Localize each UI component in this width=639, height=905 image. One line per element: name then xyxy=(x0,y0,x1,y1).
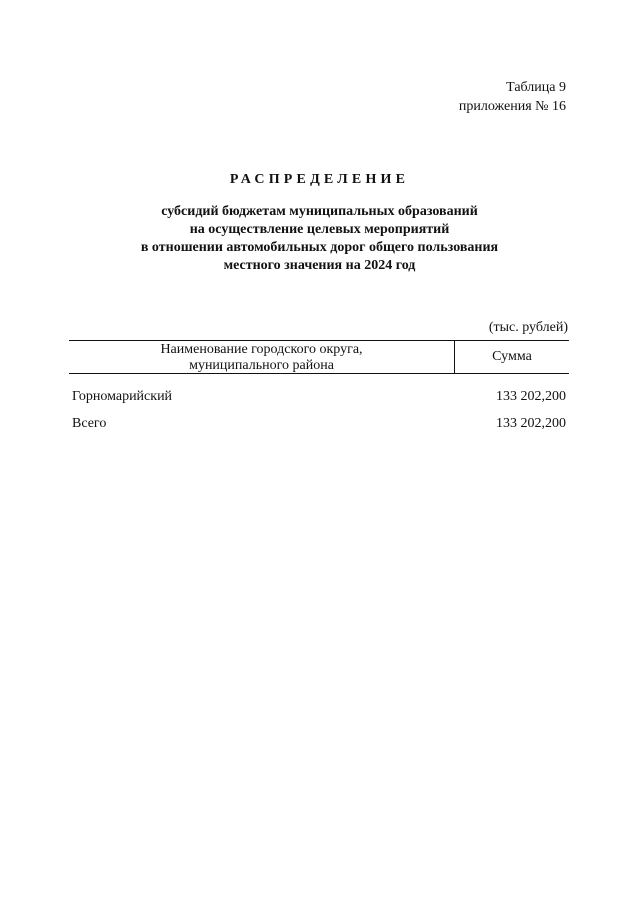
subtitle-line-4: местного значения на 2024 год xyxy=(223,258,416,273)
header-name-line-2: муниципального района xyxy=(189,358,334,373)
total-amount: 133 202,200 xyxy=(496,416,566,431)
row-name: Горномарийский xyxy=(72,389,173,404)
subtitle-line-2: на осуществление целевых мероприятий xyxy=(189,222,450,237)
row-amount: 133 202,200 xyxy=(496,389,566,404)
header-name-column xyxy=(69,341,454,373)
units-note: (тыс. рублей) xyxy=(488,320,568,335)
table-row xyxy=(69,389,569,407)
document-title: РАСПРЕДЕЛЕНИЕ xyxy=(229,172,410,187)
annex-reference xyxy=(459,78,566,116)
document-subtitle xyxy=(60,203,579,275)
subtitle-line-3: в отношении автомобильных дорог общего пользования xyxy=(140,240,499,255)
header-sum-column: Сумма xyxy=(492,349,532,364)
table-header xyxy=(69,340,569,374)
header-name-line-1: Наименование городского округа, xyxy=(160,342,363,357)
subtitle-line-1: субсидий бюджетам муниципальных образований xyxy=(161,204,478,219)
total-label: Всего xyxy=(72,416,107,431)
annex-appendix-number: приложения № 16 xyxy=(458,99,566,114)
annex-table-number: Таблица 9 xyxy=(506,80,566,95)
table-total-row xyxy=(69,416,569,434)
